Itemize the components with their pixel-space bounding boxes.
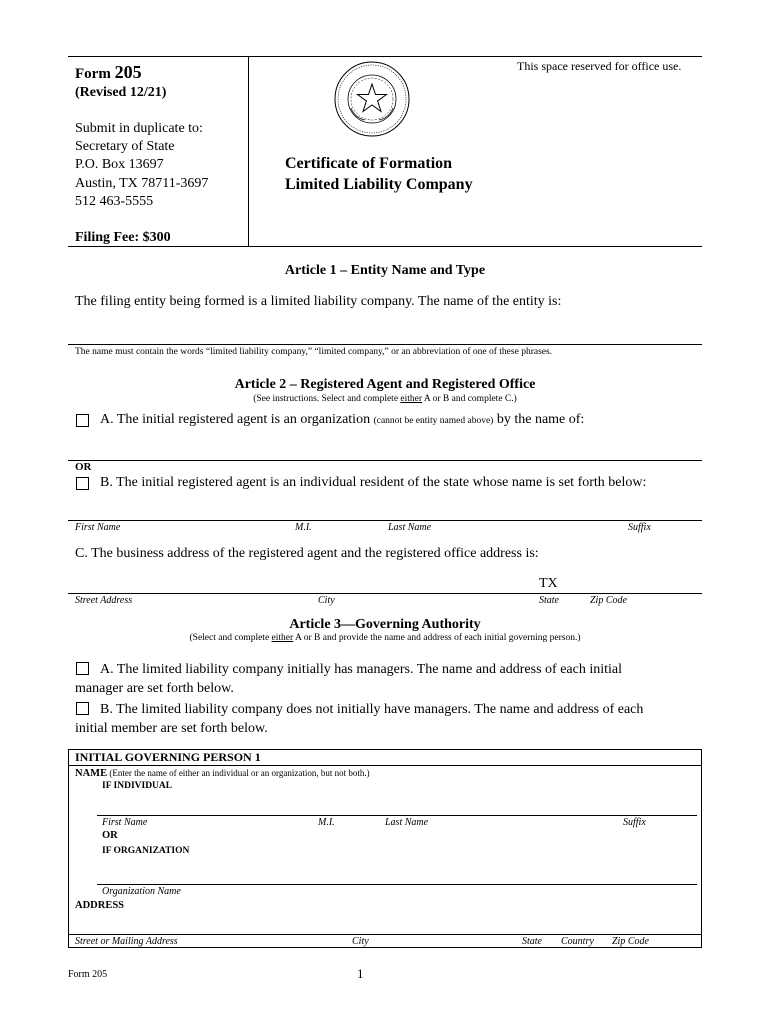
- form-number-line: [75, 62, 142, 83]
- submit-address-block: [75, 120, 208, 211]
- article3-subnote: [68, 633, 702, 643]
- agent-suffix-label: Suffix: [628, 522, 651, 533]
- subnote-post: A or B and complete C.): [422, 394, 517, 404]
- name-note: (Enter the name of either an individual or an organization, but not both.): [107, 768, 370, 778]
- subnote-pre: (See instructions. Select and complete: [253, 394, 401, 404]
- submit-line: Secretary of State: [75, 139, 175, 155]
- governing-name-heading: [75, 768, 370, 779]
- street-address-label: Street Address: [75, 595, 133, 606]
- if-individual-label: IF INDIVIDUAL: [102, 781, 173, 791]
- header-top-rule: [68, 56, 702, 57]
- city-label: City: [318, 595, 335, 606]
- form-revised: (Revised 12/21): [75, 85, 167, 100]
- header-divider: [248, 56, 249, 246]
- agent-mi-label: M.I.: [295, 522, 312, 533]
- office-use-note: This space reserved for office use.: [517, 59, 682, 73]
- title-line-1: Certificate of Formation: [285, 155, 453, 172]
- entity-name-input[interactable]: [75, 322, 704, 344]
- if-organization-label: IF ORGANIZATION: [102, 846, 190, 856]
- subnote-post: A or B and provide the name and address of each initial governing person.): [293, 633, 581, 643]
- org-name-label: Organization Name: [102, 886, 181, 897]
- gp-state-label: State: [522, 936, 542, 947]
- page-number: 1: [357, 966, 364, 981]
- option-b-line-1: B. The limited liability company does not initially have managers. The name and address of each: [100, 702, 644, 717]
- certificate-title: [285, 153, 473, 195]
- zip-label: Zip Code: [590, 595, 627, 606]
- agent-option-b: B. The initial registered agent is an individual resident of the state whose name is set forth below:: [100, 475, 647, 490]
- gp-city-label: City: [352, 936, 369, 947]
- managers-option: [75, 660, 705, 698]
- form-number: 205: [114, 62, 142, 82]
- option-a-line-2: manager are set forth below.: [75, 681, 234, 696]
- submit-line: Austin, TX 78711-3697: [75, 175, 209, 191]
- agent-option-a: [100, 412, 584, 428]
- subnote-pre: (Select and complete: [189, 633, 272, 643]
- agent-option-c: C. The business address of the registered agent and the registered office address is:: [75, 546, 539, 561]
- gp-suffix-label: Suffix: [623, 817, 646, 828]
- subnote-either: either: [271, 633, 294, 643]
- entity-name-line: [68, 344, 702, 345]
- title-line-2: Limited Liability Company: [285, 176, 473, 193]
- article1-note: The name must contain the words “limited liability company,” “limited company,” or an abbreviation of one of these phrases.: [75, 347, 553, 357]
- registered-address-line: [68, 593, 702, 594]
- registered-state-value: TX: [539, 576, 558, 591]
- gp-country-label: Country: [561, 936, 594, 947]
- form-label: Form: [75, 66, 111, 82]
- registered-address-input[interactable]: [75, 572, 529, 594]
- governing-person-title: INITIAL GOVERNING PERSON 1: [75, 750, 261, 764]
- gp-address-label: ADDRESS: [75, 900, 125, 911]
- governing-name-line: [97, 815, 697, 816]
- gp-first-name-label: First Name: [102, 817, 148, 828]
- gp-last-name-label: Last Name: [385, 817, 429, 828]
- option-b-line-2: initial member are set forth below.: [75, 721, 268, 736]
- governing-address-input[interactable]: [75, 912, 699, 934]
- state-label: State: [539, 595, 559, 606]
- agent-name-line: [68, 520, 702, 521]
- governing-org-line: [97, 884, 697, 885]
- governing-individual-name-input[interactable]: [100, 793, 699, 815]
- agent-first-name-label: First Name: [75, 522, 121, 533]
- governing-address-line: [68, 934, 702, 935]
- members-option: [75, 700, 705, 738]
- subnote-either: either: [400, 394, 423, 404]
- name-label: NAME: [75, 768, 108, 779]
- submit-line: 512 463-5555: [75, 193, 154, 209]
- article1-heading: Article 1 – Entity Name and Type: [284, 263, 486, 278]
- footer-form-name: Form 205: [68, 969, 108, 980]
- agent-individual-name-input[interactable]: [75, 498, 704, 520]
- agent-organization-line: [68, 460, 702, 461]
- article2-or: OR: [75, 461, 92, 473]
- option-a-tail: by the name of:: [493, 412, 585, 427]
- agent-organization-checkbox[interactable]: [76, 414, 89, 427]
- header-bottom-rule: [68, 246, 702, 247]
- article3-heading: Article 3—Governing Authority: [289, 617, 481, 632]
- filing-fee: Filing Fee: $300: [75, 230, 171, 245]
- governing-organization-input[interactable]: [100, 862, 699, 884]
- agent-organization-input[interactable]: [75, 438, 704, 460]
- texas-state-seal: [333, 60, 411, 138]
- option-a-note: (cannot be entity named above): [373, 416, 494, 426]
- article2-subnote: [68, 394, 702, 404]
- submit-line: P.O. Box 13697: [75, 157, 164, 173]
- gp-mi-label: M.I.: [318, 817, 335, 828]
- gp-or-label: OR: [102, 830, 118, 841]
- article1-text: The filing entity being formed is a limited liability company. The name of the entity is:: [75, 294, 562, 309]
- submit-line: Submit in duplicate to:: [75, 121, 203, 136]
- governing-person-title-rule: [68, 765, 702, 766]
- gp-street-label: Street or Mailing Address: [75, 936, 178, 947]
- option-a-text: A. The initial registered agent is an organization: [100, 412, 374, 427]
- agent-last-name-label: Last Name: [388, 522, 432, 533]
- article2-heading: Article 2 – Registered Agent and Registered Office: [234, 377, 536, 392]
- gp-zip-label: Zip Code: [612, 936, 649, 947]
- option-a-line-1: A. The limited liability company initially has managers. The name and address of each initial: [100, 662, 623, 677]
- agent-individual-checkbox[interactable]: [76, 477, 89, 490]
